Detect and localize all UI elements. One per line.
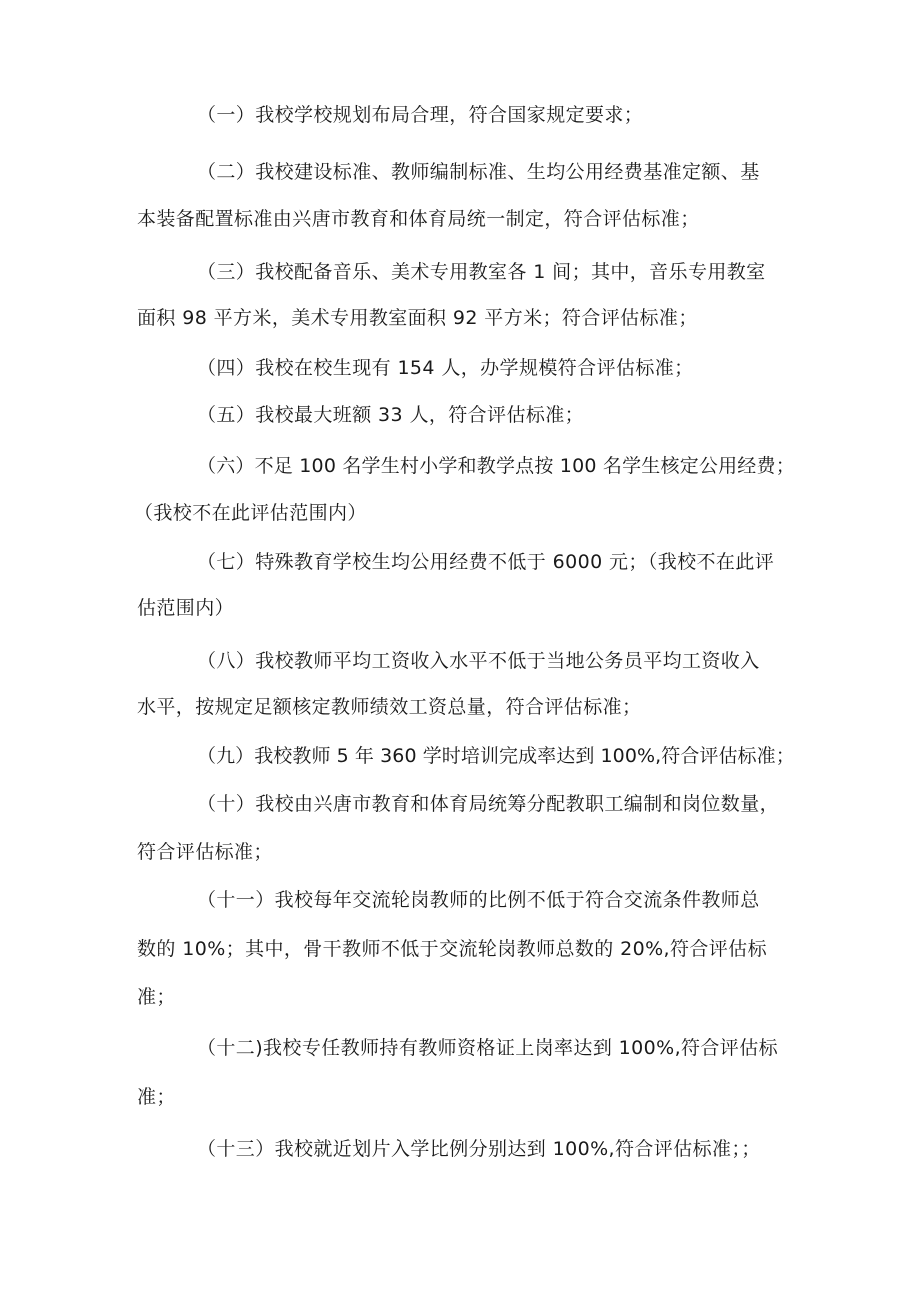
paragraph-7-line-1: （七）特殊教育学校生均公用经费不低于 6000 元；（我校不在此评 — [197, 551, 775, 573]
paragraph-12-line-1: （十二)我校专任教师持有教师资格证上岗率达到 100%,符合评估标 — [197, 1037, 779, 1059]
paragraph-10-line-1: （十）我校由兴唐市教育和体育局统筹分配教职工编制和岗位数量， — [197, 793, 780, 815]
paragraph-2-line-2: 本装备配置标准由兴唐市教育和体育局统一制定，符合评估标准； — [137, 208, 700, 230]
paragraph-12-line-2: 准； — [137, 1086, 176, 1108]
paragraph-6-line-1: （六）不足 100 名学生村小学和教学点按 100 名学生核定公用经费； — [197, 455, 795, 477]
paragraph-4-line-1: （四）我校在校生现有 154 人，办学规模符合评估标准； — [197, 357, 694, 379]
paragraph-10-line-2: 符合评估标准； — [137, 841, 273, 863]
paragraph-8-line-1: （八）我校教师平均工资收入水平不低于当地公务员平均工资收入 — [197, 650, 760, 672]
paragraph-11-line-1: （十一）我校每年交流轮岗教师的比例不低于符合交流条件教师总 — [197, 889, 760, 911]
paragraph-7-line-2: 估范围内） — [137, 597, 235, 619]
paragraph-11-line-2: 数的 10%；其中，骨干教师不低于交流轮岗教师总数的 20%,符合评估标 — [137, 938, 767, 960]
paragraph-1-line-1: （一）我校学校规划布局合理，符合国家规定要求； — [197, 104, 644, 126]
paragraph-9-line-1: （九）我校教师 5 年 360 学时培训完成率达到 100%,符合评估标准； — [197, 745, 795, 767]
paragraph-8-line-2: 水平，按规定足额核定教师绩效工资总量，符合评估标准； — [137, 696, 642, 718]
paragraph-6-line-2: （我校不在此评估范围内） — [134, 502, 367, 524]
paragraph-3-line-1: （三）我校配备音乐、美术专用教室各 1 间；其中，音乐专用教室 — [197, 261, 766, 283]
paragraph-13-line-1: （十三）我校就近划片入学比例分别达到 100%,符合评估标准；； — [197, 1138, 761, 1160]
paragraph-3-line-2: 面积 98 平方米，美术专用教室面积 92 平方米；符合评估标准； — [137, 307, 698, 329]
paragraph-5-line-1: （五）我校最大班额 33 人，符合评估标准； — [197, 404, 585, 426]
paragraph-11-line-3: 准； — [137, 986, 176, 1008]
paragraph-2-line-1: （二）我校建设标准、教师编制标准、生均公用经费基准定额、基 — [197, 161, 760, 183]
